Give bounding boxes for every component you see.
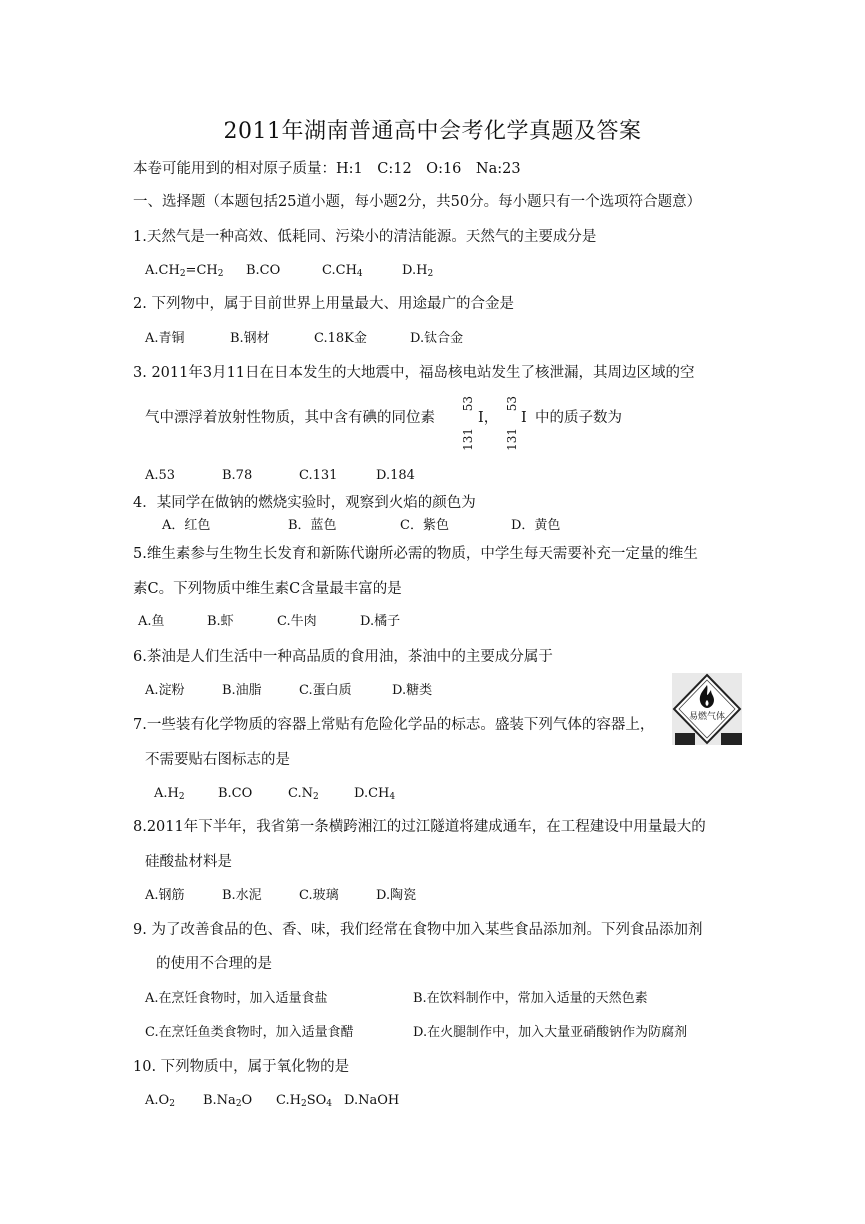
q6-option-a: A.淀粉 bbox=[145, 683, 185, 698]
q9-option-c: C.在烹饪鱼类食物时，加入适量食醋 bbox=[145, 1025, 354, 1040]
q5-option-d: D.橘子 bbox=[360, 614, 401, 629]
q6-stem: 6.茶油是人们生活中一种高品质的食用油，茶油中的主要成分属于 bbox=[133, 649, 553, 665]
q4-option-b: B．蓝色 bbox=[288, 518, 337, 533]
q9-stem-line2: 的使用不合理的是 bbox=[156, 956, 272, 972]
q8-option-a: A.钢筋 bbox=[145, 888, 185, 903]
q4-option-a: A．红色 bbox=[162, 518, 211, 533]
q3-stem-line2-post: 中的质子数为 bbox=[535, 410, 622, 426]
q2-option-b: B.钢材 bbox=[230, 331, 270, 346]
q9-stem-line1: 9. 为了改善食品的色、香、味，我们经常在食物中加入某些食品添加剂。下列食品添加剂 bbox=[133, 922, 703, 938]
q4-stem: 4．某同学在做钠的燃烧实验时，观察到火焰的颜色为 bbox=[133, 495, 476, 511]
q2-option-c: C.18K金 bbox=[314, 331, 367, 346]
q1-option-b: B.CO bbox=[246, 263, 281, 278]
q3-option-a: A.53 bbox=[145, 468, 176, 483]
iodine-isotope-1-atomic-number: 53 bbox=[461, 396, 475, 412]
page-title: 2011年湖南普通高中会考化学真题及答案 bbox=[223, 119, 642, 144]
q7-option-b: B.CO bbox=[218, 786, 253, 801]
flammable-gas-sign bbox=[672, 673, 742, 745]
q3-option-b: B.78 bbox=[222, 468, 253, 483]
q6-option-b: B.油脂 bbox=[222, 683, 262, 698]
atomic-masses-note: 本卷可能用到的相对原子质量：H:1 C:12 O:16 Na:23 bbox=[133, 161, 521, 177]
q1-option-d: $D.H_2$ bbox=[402, 263, 434, 279]
q5-option-b: B.虾 bbox=[207, 614, 234, 629]
q2-stem: 2. 下列物中，属于目前世界上用量最大、用途最广的合金是 bbox=[133, 296, 514, 312]
q9-option-b: B.在饮料制作中，常加入适量的天然色素 bbox=[413, 991, 648, 1006]
q2-option-d: D.钛合金 bbox=[410, 331, 464, 346]
q6-option-d: D.糖类 bbox=[392, 683, 433, 698]
q10-option-c: $C.H_2SO_4$ bbox=[276, 1093, 332, 1109]
iodine-isotope-2-atomic-number: 53 bbox=[505, 396, 519, 412]
q5-stem-line1: 5.维生素参与生物生长发育和新陈代谢所必需的物质，中学生每天需要补充一定量的维生 bbox=[133, 546, 698, 562]
q7-option-a: $A.H_2$ bbox=[154, 786, 185, 802]
q7-option-d: $D.CH_4$ bbox=[354, 786, 396, 802]
q5-option-c: C.牛肉 bbox=[277, 614, 317, 629]
q1-option-c: $C.CH_4$ bbox=[322, 263, 363, 279]
iodine-isotope-1-mass-number: 131 bbox=[461, 428, 475, 451]
q8-stem-line1: 8.2011年下半年，我省第一条横跨湘江的过江隧道将建成通车，在工程建设中用量最大的 bbox=[133, 819, 706, 835]
q7-option-c: $C.N_2$ bbox=[288, 786, 319, 802]
flammable-gas-label: 易燃气体 bbox=[688, 712, 725, 722]
q8-option-b: B.水泥 bbox=[222, 888, 262, 903]
q10-option-b: $B.Na_2O$ bbox=[203, 1093, 253, 1109]
q4-option-d: D．黄色 bbox=[511, 518, 561, 533]
iodine-isotope-2-symbol: I bbox=[521, 410, 527, 426]
section-header: 一、选择题（本题包括25道小题，每小题2分，共50分。每小题只有一个选项符合题意） bbox=[133, 194, 702, 210]
q9-option-d: D.在火腿制作中，加入大量亚硝酸钠作为防腐剂 bbox=[413, 1025, 688, 1040]
iodine-isotope-1-symbol: I， bbox=[478, 410, 499, 426]
q3-stem-line2-pre: 气中漂浮着放射性物质，其中含有碘的同位素 bbox=[145, 410, 435, 426]
q1-option-a: $A.CH_2=CH_2$ bbox=[145, 263, 224, 279]
q5-stem-line2: 素C。下列物质中维生素C含量最丰富的是 bbox=[133, 581, 402, 597]
q9-option-a: A.在烹饪食物时，加入适量食盐 bbox=[145, 991, 328, 1006]
q1-stem: 1.天然气是一种高效、低耗同、污染小的清洁能源。天然气的主要成分是 bbox=[133, 229, 597, 245]
q10-option-a: $A.O_2$ bbox=[145, 1093, 175, 1109]
q3-option-d: D.184 bbox=[376, 468, 415, 483]
q4-option-c: C．紫色 bbox=[400, 518, 449, 533]
q7-stem-line2: 不需要贴右图标志的是 bbox=[145, 752, 290, 768]
iodine-isotope-2-mass-number: 131 bbox=[505, 428, 519, 451]
q8-option-c: C.玻璃 bbox=[299, 888, 339, 903]
q3-stem-line1: 3. 2011年3月11日在日本发生的大地震中，福岛核电站发生了核泄漏，其周边区域的空 bbox=[133, 365, 695, 381]
q10-stem: 10. 下列物质中，属于氧化物的是 bbox=[133, 1059, 350, 1075]
q3-option-c: C.131 bbox=[299, 468, 338, 483]
q8-option-d: D.陶瓷 bbox=[376, 888, 417, 903]
q2-option-a: A.青铜 bbox=[145, 331, 185, 346]
q8-stem-line2: 硅酸盐材料是 bbox=[145, 854, 232, 870]
q7-stem-line1: 7.一些装有化学物质的容器上常贴有危险化学品的标志。盛装下列气体的容器上， bbox=[133, 717, 655, 733]
q6-option-c: C.蛋白质 bbox=[299, 683, 352, 698]
q10-option-d: D.NaOH bbox=[344, 1093, 400, 1108]
q5-option-a: A.鱼 bbox=[138, 614, 165, 629]
